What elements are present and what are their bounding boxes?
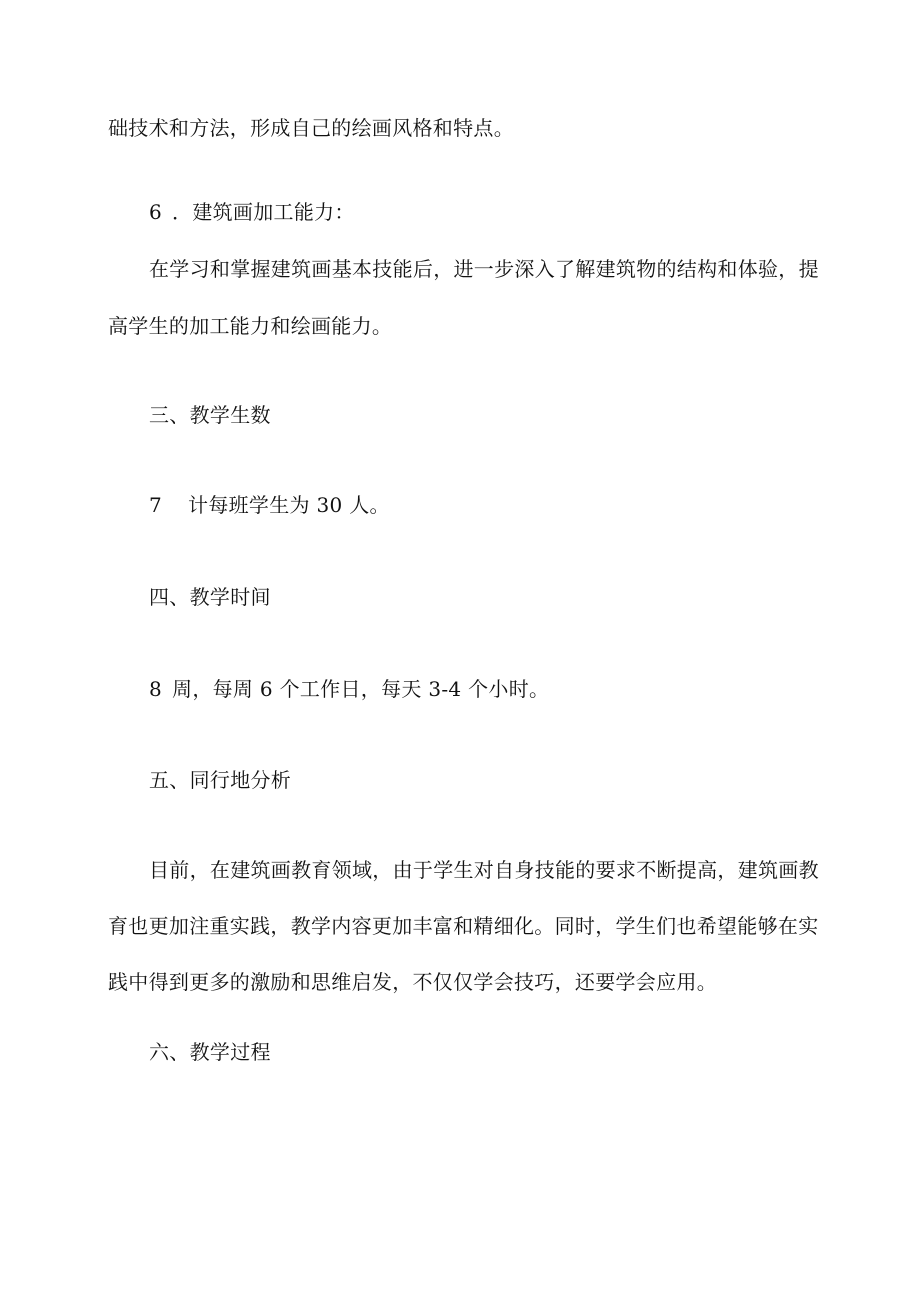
- text: ．建筑画加工能力：: [172, 200, 355, 224]
- text: 四、教学时间: [149, 585, 271, 609]
- item-number: 8: [149, 677, 163, 701]
- section-heading-6: [149, 1040, 271, 1064]
- section-heading-5: [149, 768, 291, 792]
- text: 计每班学生为 30 人。: [188, 493, 390, 517]
- list-item-8: [149, 677, 549, 701]
- text: 育也更加注重实践，教学内容更加丰富和精细化。同时，学生们也希望能够在实: [108, 914, 819, 938]
- paragraph-line: [108, 970, 717, 994]
- text: 践中得到更多的激励和思维启发，不仅仅学会技巧，还要学会应用。: [108, 970, 717, 994]
- text: 三、教学生数: [149, 403, 271, 427]
- text: 在学习和掌握建筑画基本技能后，进一步深入了解建筑物的结构和体验，提: [149, 257, 819, 281]
- text: 高学生的加工能力和绘画能力。: [108, 314, 393, 338]
- text: 六、教学过程: [149, 1040, 271, 1064]
- paragraph-line: [108, 914, 819, 938]
- section-heading-3: [149, 403, 271, 427]
- paragraph-continuation: [108, 116, 514, 140]
- item-number: 6: [149, 200, 163, 224]
- list-item-6-heading: [149, 200, 355, 224]
- text: 础技术和方法，形成自己的绘画风格和特点。: [108, 116, 514, 140]
- paragraph-line: [108, 314, 392, 338]
- text: 五、同行地分析: [149, 768, 292, 792]
- section-heading-4: [149, 585, 271, 609]
- text: 目前，在建筑画教育领域，由于学生对自身技能的要求不断提高，建筑画教: [149, 858, 819, 882]
- list-item-7: [149, 493, 390, 517]
- text: 周，每周 6 个工作日，每天 3-4 个小时。: [172, 677, 550, 701]
- paragraph-line: [149, 858, 819, 882]
- paragraph-line: [149, 257, 819, 281]
- item-number: 7: [149, 493, 163, 517]
